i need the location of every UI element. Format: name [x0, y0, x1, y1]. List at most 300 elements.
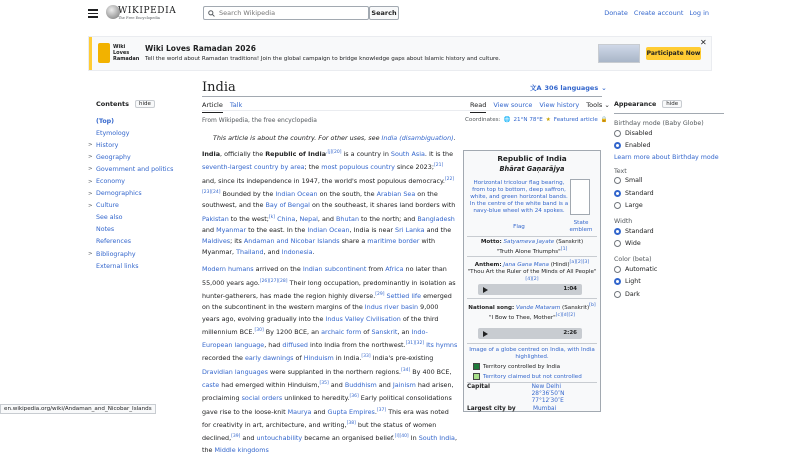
wiki-link[interactable]: Its hymns [426, 341, 458, 350]
body-text: no later than 55,000 years ago. [202, 265, 447, 287]
legend-swatch [473, 373, 480, 380]
appearance-panel [614, 100, 724, 301]
body-text: , an [397, 327, 412, 336]
song-translation: "I Bow to Thee, Mother" [488, 314, 556, 321]
color-option[interactable] [614, 263, 724, 276]
anthem-refs-2[interactable]: [4][2] [525, 276, 539, 282]
flag-label[interactable]: Flag [513, 224, 525, 230]
tab-view-history[interactable]: View history [539, 101, 580, 109]
coordinates-link[interactable]: 21°N 78°E [513, 117, 543, 123]
body-text: and [311, 407, 328, 416]
hatnote-text: This article is about the country. For other uses, see [213, 134, 382, 142]
globe-icon: 🌐 [503, 117, 511, 123]
citation-link[interactable]: [31][32] [405, 341, 425, 347]
toc-title: Contents [96, 100, 129, 108]
lead-paragraph-1 [202, 147, 458, 258]
body-text: , India is near [349, 225, 396, 234]
body-text: and [376, 381, 393, 390]
chevron-right-icon[interactable]: > [88, 190, 93, 197]
citation-link[interactable]: [37] [376, 407, 387, 413]
body-text: This era was noted for creativity in art, architecture, and writing, [202, 407, 449, 430]
anthem-translation: "Thou Art the Ruler of the Minds of All People" [467, 268, 597, 275]
wiki-link[interactable]: archaic form [321, 327, 362, 336]
wiki-link[interactable]: Buddhism [344, 381, 377, 390]
tools-label: Tools [586, 101, 603, 109]
radio-unselected-icon[interactable] [614, 266, 621, 273]
wiki-link[interactable]: caste [202, 381, 220, 390]
body-text: . [312, 248, 315, 257]
wiki-link[interactable]: South Asia [390, 150, 425, 159]
wiki-link[interactable]: Indonesia [281, 248, 313, 257]
radio-selected-icon[interactable] [614, 190, 621, 197]
song-label: National song: [468, 304, 515, 311]
tabs-divider [202, 110, 602, 111]
legend-label: Territory controlled by India [483, 363, 561, 370]
emblem-image[interactable] [570, 179, 590, 215]
wiki-link[interactable]: early dawnings [244, 354, 294, 363]
wiki-link[interactable]: diffused [282, 341, 308, 350]
toc-item-label: Demographics [96, 190, 142, 198]
color-options [614, 263, 724, 301]
radio-selected-icon[interactable] [614, 278, 621, 285]
body-text: but the status of women declined, [202, 421, 437, 443]
song-link[interactable]: Vande Mataram [515, 304, 561, 311]
radio-label: Small [625, 177, 643, 185]
body-text: ; the [304, 163, 322, 172]
tab-read[interactable]: Read [470, 101, 486, 113]
width-label: Width [614, 218, 633, 225]
wiki-link[interactable]: Indian subcontinent [302, 265, 367, 274]
body-text: emerged on the subcontinent in the western margins of the [202, 292, 452, 312]
body-text: since 2023; [394, 163, 434, 172]
body-text: and [240, 434, 257, 443]
body-text: were supplanted in the northern regions. [267, 367, 401, 376]
body-text: in India. [333, 354, 362, 363]
citation-link[interactable]: [33] [361, 354, 371, 360]
toc-item-label: (Top) [96, 117, 115, 125]
body-text: India [202, 150, 221, 159]
wiki-link[interactable]: Modern humans [202, 265, 254, 274]
radio-unselected-icon[interactable] [614, 291, 621, 298]
infobox-divider [467, 256, 597, 257]
wiki-link[interactable]: Bangladesh [417, 214, 455, 223]
infobox-divider [467, 343, 597, 344]
wiki-link[interactable]: untouchability [256, 434, 303, 443]
toc-item-label: Geography [96, 153, 131, 161]
banner-accent-stripe [89, 37, 92, 70]
body-text: ; its [230, 237, 244, 246]
toc-hide-button[interactable]: hide [135, 100, 155, 108]
search-input[interactable] [219, 9, 359, 17]
banner-description: Tell the world about Ramadan traditions! Join the global campaign to bridge knowledge gaps about Islamic history and culture. [145, 56, 501, 62]
disambiguation-link[interactable]: India (disambiguation) [381, 134, 454, 142]
radio-label: Disabled [625, 129, 653, 137]
appearance-title: Appearance [614, 100, 657, 108]
infobox [463, 150, 601, 412]
body-text: and [202, 225, 217, 234]
wiki-link[interactable]: Indus river basin [364, 303, 419, 312]
body-text: . [374, 407, 377, 416]
chevron-right-icon[interactable]: > [88, 202, 93, 209]
song-duration: 2:26 [563, 330, 577, 336]
tab-view-source[interactable]: View source [493, 101, 533, 109]
body-text: on the southeast, it shares land borders with [309, 201, 456, 210]
language-count: 306 languages [544, 83, 599, 92]
wiki-link[interactable]: Arabian Sea [376, 190, 416, 199]
legend-controlled [473, 363, 560, 370]
participate-button[interactable]: Participate Now [646, 47, 701, 60]
citation-link[interactable]: [21] [433, 163, 444, 169]
song-ref[interactable]: [b] [589, 303, 596, 308]
citation-link[interactable]: [26][27][28] [259, 278, 288, 284]
body-text: and [328, 381, 345, 390]
infobox-divider [467, 298, 597, 299]
body-text: . It is the [424, 150, 454, 159]
toc-item[interactable] [88, 248, 173, 260]
body-text: share a [339, 237, 368, 246]
body-text: , officially the [220, 150, 266, 159]
body-text: Republic of India [265, 150, 327, 159]
toc-item-label: Etymology [96, 129, 130, 137]
appearance-hide-button[interactable]: hide [662, 100, 682, 108]
body-text: In [408, 434, 419, 443]
capital-coords[interactable]: 28°36′50″N 77°12′30″E [531, 391, 565, 404]
citation-link[interactable]: [k] [268, 214, 276, 220]
toc-item[interactable] [88, 260, 173, 272]
wiki-link[interactable]: social orders [241, 394, 283, 403]
site-sub: From Wikipedia, the free encyclopedia [202, 117, 317, 124]
radio-selected-icon[interactable] [614, 142, 621, 149]
chevron-down-icon: ⌄ [601, 83, 607, 92]
body-text: to the north; and [359, 214, 418, 223]
wiki-link[interactable]: Settled life [386, 292, 422, 301]
color-label: Color (beta) [614, 256, 652, 263]
body-text: arrived on the [253, 265, 303, 274]
largest-city-link[interactable]: Mumbai [533, 406, 557, 412]
body-text: , and [263, 248, 282, 257]
toc-item[interactable] [88, 175, 173, 187]
citation-link[interactable]: [34] [400, 367, 411, 373]
toc-item[interactable] [88, 188, 173, 200]
body-text: Early political consolidations gave rise to the loose-knit [202, 394, 452, 416]
coordinates [465, 117, 608, 123]
lock-icon: 🔒 [600, 117, 608, 123]
body-text: to the west; [228, 214, 269, 223]
toc-item-label: Government and politics [96, 165, 174, 173]
anthem-duration: 1:04 [563, 286, 577, 292]
wiki-link[interactable]: Sri Lanka [395, 225, 425, 234]
banner-title: Wiki Loves Ramadan 2026 [145, 44, 256, 53]
radio-label: Standard [625, 189, 654, 197]
toc-list [88, 115, 173, 272]
play-icon[interactable] [483, 287, 488, 293]
body-text: India's pre-existing [370, 354, 434, 363]
toc-item-label: Economy [96, 178, 125, 186]
toc-item[interactable] [88, 139, 173, 151]
body-text: and the [424, 225, 452, 234]
citation-link[interactable]: [l][40] [394, 434, 409, 440]
wiki-link[interactable]: Africa [385, 265, 404, 274]
play-icon[interactable] [483, 331, 488, 337]
wiki-link[interactable]: Maldives [202, 237, 231, 246]
radio-label: Automatic [625, 265, 658, 273]
motto-lang: (Sanskrit) [556, 239, 584, 245]
toc-item-label: References [96, 238, 131, 246]
body-text: , and [317, 214, 337, 223]
body-text: on the southwest, and the [202, 190, 438, 210]
hatnote [213, 134, 456, 142]
radio-selected-icon[interactable] [614, 228, 621, 235]
radio-label: Light [625, 278, 641, 286]
song-audio-player[interactable] [478, 328, 582, 339]
body-text: into India from the northwest. [307, 341, 406, 350]
banner-image [598, 44, 640, 63]
citation-link[interactable]: [35] [319, 381, 329, 387]
body-text: from [366, 265, 386, 274]
wiki-link[interactable]: Indo-European language [202, 327, 428, 350]
wiki-link[interactable]: Indian Ocean [275, 190, 318, 199]
body-text: is a country in [341, 150, 391, 159]
lead-paragraph-2 [202, 264, 458, 455]
radio-label: Enabled [625, 142, 651, 150]
radio-unselected-icon[interactable] [614, 240, 621, 247]
citation-link[interactable]: [39] [231, 434, 241, 440]
featured-star-icon: ★ [545, 117, 551, 123]
infobox-title: Republic of India [497, 154, 567, 163]
width-option[interactable] [614, 225, 724, 238]
body-text: to the east. In the [246, 225, 308, 234]
body-text: Bounded by the [220, 190, 276, 199]
status-bar-url: en.wikipedia.org/wiki/Andaman_and_Nicobar_Islands [0, 404, 156, 414]
anthem-refs[interactable]: [a][2][3] [569, 260, 590, 265]
motto-ref[interactable]: [1] [560, 247, 568, 252]
toc-item[interactable] [88, 115, 173, 127]
wiki-link[interactable]: Andaman and Nicobar Islands [243, 237, 340, 246]
toc-item-label: Bibliography [96, 250, 136, 258]
body-text: unlinked to heredity. [282, 394, 350, 403]
anthem-audio-player[interactable] [478, 284, 582, 295]
chevron-down-icon: ⌄ [604, 101, 610, 109]
capital-label: Capital [467, 384, 490, 390]
radio-label: Wide [625, 240, 641, 248]
largest-city-row [467, 406, 597, 412]
logo-wordmark[interactable]: WIKIPEDIA [118, 6, 177, 16]
infobox-native-name: Bhārat Gaṇarājya [499, 165, 565, 173]
motto-label: Motto: [480, 239, 502, 245]
toc-item[interactable] [88, 224, 173, 236]
citation-link[interactable]: [38] [346, 421, 356, 427]
radio-unselected-icon[interactable] [614, 130, 621, 137]
wiki-link[interactable]: most populous country [321, 163, 395, 172]
birthday-options [614, 127, 724, 152]
motto-link[interactable]: Satyameva Jayate [503, 239, 555, 245]
emblem-label[interactable]: State emblem [569, 220, 593, 233]
view-tabs [470, 101, 610, 113]
toc-item[interactable] [88, 163, 173, 175]
toc-item[interactable] [88, 127, 173, 139]
body-text: of [293, 354, 304, 363]
anthem-lang: (Hindi) [550, 261, 570, 268]
toc-item-label: History [96, 141, 119, 149]
toc-item[interactable] [88, 212, 173, 224]
coordinates-label: Coordinates: [465, 117, 501, 123]
wiki-link[interactable]: Dravidian languages [202, 367, 268, 376]
toc-item[interactable] [88, 151, 173, 163]
hatnote-end: . [453, 134, 456, 142]
flag-image-alt[interactable]: Horizontal tricolour flag bearing, from top to bottom, deep saffron, white, and green horizontal bands. In the centre of the white band is a navy-blue wheel with 24 spokes. [469, 180, 569, 214]
wiki-link[interactable]: Bay of Bengal [265, 201, 310, 210]
birthday-label: Birthday mode (Baby Globe) [614, 120, 704, 127]
text-option[interactable] [614, 187, 724, 200]
citation-link[interactable]: [22][23][24] [202, 176, 455, 195]
body-text: recorded the [202, 354, 245, 363]
body-text: and, since its independence in 1947, the world's most populous democracy. [202, 176, 445, 185]
wiki-link[interactable]: China [277, 214, 296, 223]
chevron-right-icon[interactable]: > [88, 154, 93, 161]
body-text: , had [264, 341, 283, 350]
legend-claimed [473, 373, 582, 380]
wiki-link[interactable]: maritime border [367, 237, 420, 246]
wiki-link[interactable]: Nepal [299, 214, 318, 223]
body-text: 9,000 years ago, evolving gradually into the [202, 303, 439, 323]
body-text: By 1200 BCE, an [263, 327, 322, 336]
body-text: Their long occupation, predominantly in isolation as hunter-gatherers, has made the region highly diverse. [202, 278, 456, 301]
search-button[interactable]: Search [369, 6, 399, 20]
capital-row [467, 384, 597, 405]
body-text: , the [202, 434, 458, 454]
globe-image-alt[interactable]: Image of a globe centred on India, with India highlighted. [469, 347, 595, 360]
wiki-link[interactable]: Thailand [236, 248, 264, 257]
citation-link[interactable]: [36] [349, 394, 359, 400]
width-options [614, 225, 724, 250]
search-box[interactable] [203, 6, 369, 20]
toc-item-label: See also [96, 214, 123, 222]
birthday-learn-more-link[interactable]: Learn more about Birthday mode [614, 154, 719, 161]
title-divider [202, 96, 602, 97]
main-menu-button[interactable] [88, 9, 98, 18]
wiki-link[interactable]: Hinduism [303, 354, 334, 363]
song-lang: (Sanskrit) [562, 304, 590, 311]
namespace-tabs [202, 101, 242, 113]
wiki-link[interactable]: seventh-largest country by area [202, 163, 305, 172]
toc-item-label: External links [96, 262, 139, 270]
width-option[interactable] [614, 238, 724, 251]
radio-unselected-icon[interactable] [614, 177, 621, 184]
close-icon[interactable]: ✕ [700, 38, 707, 47]
radio-label: Large [625, 202, 643, 210]
toc-item[interactable] [88, 200, 173, 212]
create-account-link[interactable]: Create account [633, 9, 684, 17]
wiki-link[interactable]: Pakistan [202, 214, 229, 223]
wiki-link[interactable]: Myanmar [216, 225, 247, 234]
infobox-divider [467, 236, 597, 237]
body-text: of [361, 327, 372, 336]
featured-article-link[interactable]: Featured article [553, 117, 598, 123]
personal-tools [604, 9, 709, 17]
toc-header [96, 100, 155, 108]
toc-item-label: Notes [96, 226, 115, 234]
appearance-divider [614, 113, 724, 114]
language-button[interactable] [530, 83, 607, 92]
wiki-link[interactable]: Maurya [287, 407, 312, 416]
text-size-label: Text [614, 167, 627, 175]
page-title: India [202, 80, 236, 95]
wiki-link[interactable]: Jainism [392, 381, 416, 390]
body-text: By 400 BCE, [410, 367, 452, 376]
campaign-banner [88, 36, 712, 71]
lantern-icon [98, 43, 110, 63]
search-icon [208, 10, 215, 17]
national-song-row [467, 302, 597, 322]
anthem-row [467, 259, 597, 286]
legend-label[interactable]: Territory claimed but not controlled [483, 373, 582, 380]
citation-link[interactable]: [30] [254, 327, 264, 333]
capital-link[interactable]: New Delhi [531, 384, 561, 390]
anthem-link[interactable]: Jana Gana Mana [503, 261, 549, 268]
tab-talk[interactable]: Talk [229, 101, 243, 109]
text-size-options [614, 175, 724, 213]
body-text: became an organised belief. [302, 434, 395, 443]
wiki-link[interactable]: Indus Valley Civilisation [325, 314, 401, 323]
motto-row [467, 239, 597, 256]
citation-link[interactable]: [29] [375, 291, 385, 297]
text-option[interactable] [614, 175, 724, 188]
birthday-option[interactable] [614, 127, 724, 140]
login-link[interactable]: Log in [689, 9, 709, 17]
logo-tagline: The Free Encyclopedia [118, 16, 160, 20]
tools-menu[interactable] [586, 101, 610, 113]
translate-icon: 文A [530, 84, 542, 92]
text-option[interactable] [614, 200, 724, 213]
toc-item-label: Culture [96, 202, 119, 210]
anthem-label: Anthem: [474, 261, 502, 268]
chevron-right-icon[interactable]: > [88, 178, 93, 185]
body-text: of the third millennium BCE. [202, 314, 439, 336]
wiki-link[interactable]: Middle kingdoms [214, 445, 269, 454]
wiki-link[interactable]: Indian Ocean [307, 225, 350, 234]
wiki-link[interactable]: South India [418, 434, 455, 443]
citation-link[interactable]: ,[j][20] [326, 150, 342, 155]
chevron-right-icon[interactable]: > [88, 142, 93, 149]
wiki-link[interactable]: Gupta Empires [327, 407, 375, 416]
chevron-right-icon[interactable]: > [88, 166, 93, 173]
chevron-right-icon[interactable]: > [88, 251, 93, 258]
tab-article[interactable]: Article [202, 101, 223, 113]
banner-logo-text: Wiki Loves Ramadan [113, 44, 140, 62]
toc-item[interactable] [88, 236, 173, 248]
donate-link[interactable]: Donate [604, 9, 628, 17]
color-option[interactable] [614, 288, 724, 301]
radio-label: Dark [625, 290, 640, 298]
body-text: with Myanmar, [202, 237, 436, 257]
wiki-link[interactable]: Bhutan [336, 214, 359, 223]
appearance-header [614, 100, 724, 108]
birthday-option[interactable] [614, 140, 724, 153]
radio-unselected-icon[interactable] [614, 202, 621, 209]
color-option[interactable] [614, 276, 724, 289]
largest-city-label: Largest city by [467, 406, 516, 412]
radio-label: Standard [625, 227, 654, 235]
wiki-link[interactable]: Sanskrit [371, 327, 398, 336]
song-refs[interactable]: [c][d][2] [555, 312, 576, 318]
body-text: had arisen, proclaiming [202, 381, 454, 403]
body-text: had emerged within Hinduism, [219, 381, 320, 390]
motto-translation: "Truth Alone Triumphs" [496, 248, 561, 255]
body-text: , [295, 214, 300, 223]
infobox-divider [467, 382, 597, 383]
body-text: on the south, the [317, 190, 377, 199]
legend-swatch [473, 363, 480, 370]
